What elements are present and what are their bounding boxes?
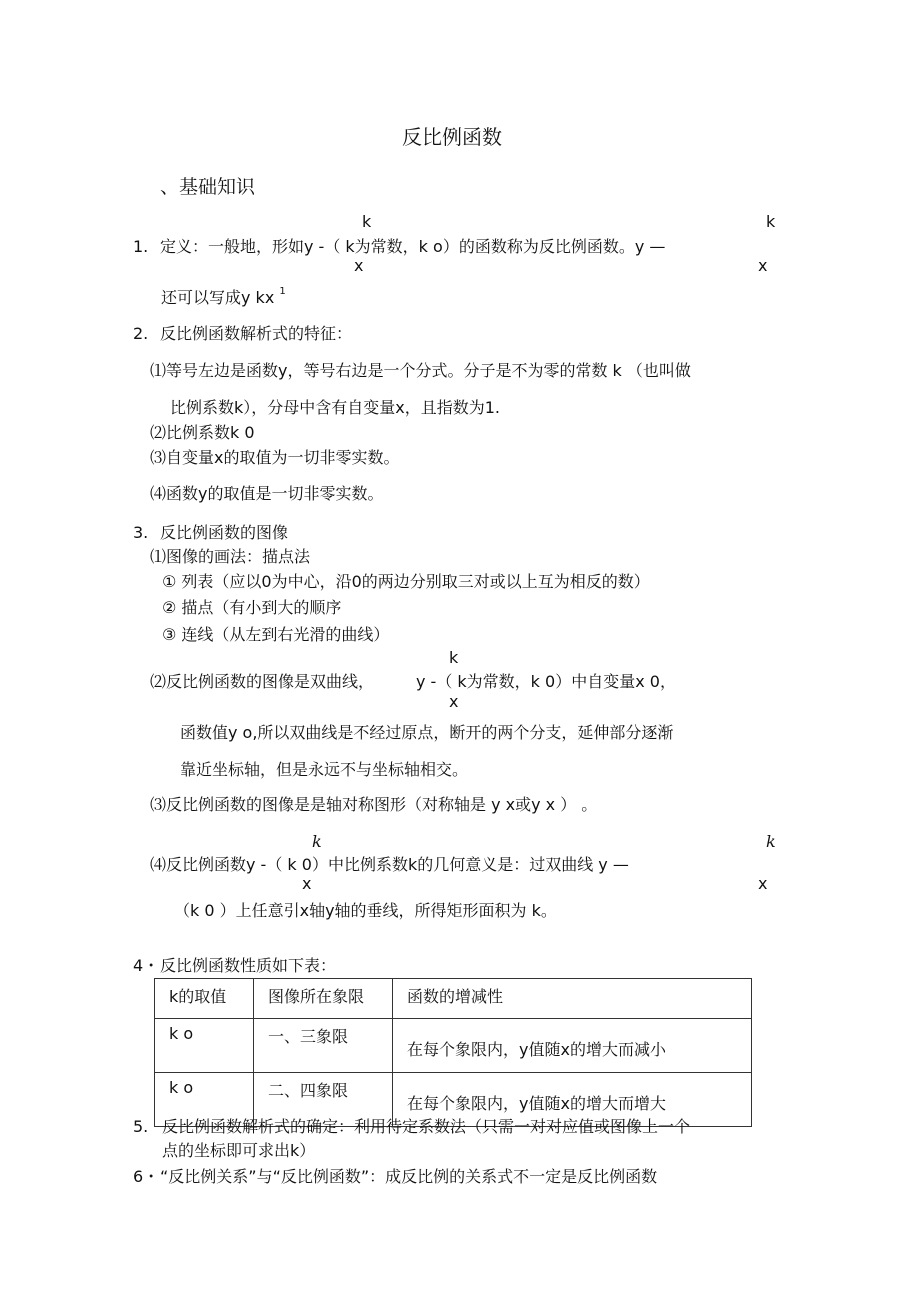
feature-1-line-2: 比例系数k），分母中含有自变量x，且指数为1. bbox=[170, 398, 501, 417]
item-number: 4・ bbox=[133, 956, 160, 975]
hyperbola-formula: y -（ k为常数，k 0）中自变量x 0， bbox=[416, 672, 676, 691]
exponent: 1 bbox=[279, 286, 286, 297]
hyperbola-line-3: 靠近坐标轴，但是永远不与坐标轴相交。 bbox=[180, 760, 469, 779]
table-cell: k o bbox=[155, 1019, 254, 1073]
properties-table bbox=[154, 978, 752, 1127]
item-heading: 反比例函数的图像 bbox=[160, 523, 289, 542]
definition-alt-form: 还可以写成y kx $^1$ bbox=[161, 286, 286, 307]
item-number: 3. bbox=[133, 523, 149, 542]
feature-3: ⑶自变量x的取值为一切非零实数。 bbox=[150, 448, 400, 467]
table-header-cell: 图像所在象限 bbox=[254, 979, 393, 1019]
relation-vs-function: “反比例关系”与“反比例函数”：成反比例的关系式不一定是反比例函数 bbox=[160, 1167, 658, 1186]
fraction-denominator: x bbox=[758, 256, 768, 275]
table-cell: 在每个象限内，y值随x的增大而减小 bbox=[393, 1019, 752, 1073]
fraction-denominator: x bbox=[449, 692, 459, 711]
item-heading: 反比例函数性质如下表： bbox=[160, 956, 337, 975]
table-cell: 在每个象限内，y值随x的增大而增大 bbox=[393, 1073, 752, 1127]
table-header-row bbox=[155, 979, 752, 1019]
fraction-denominator: x bbox=[354, 256, 364, 275]
fraction-denominator: x bbox=[302, 874, 312, 893]
page-title: 反比例函数 bbox=[402, 125, 502, 149]
fraction-numerator: k bbox=[362, 212, 372, 231]
fraction-numerator: k bbox=[766, 832, 776, 851]
table-cell: 二、四象限 bbox=[254, 1073, 393, 1127]
item-number: 2. bbox=[133, 324, 149, 343]
table-cell: k o bbox=[155, 1073, 254, 1127]
method-step-2: ② 描点（有小到大的顺序 bbox=[162, 598, 342, 617]
fraction-numerator: k bbox=[766, 212, 776, 231]
determination-line-2: 点的坐标即可求出k） bbox=[162, 1141, 316, 1160]
geometric-meaning: ⑷反比例函数y -（ k 0）中比例系数k的几何意义是：过双曲线 y — bbox=[150, 855, 629, 874]
definition-text: 定义：一般地，形如y -（ k为常数，k o）的函数称为反比例函数。y — bbox=[160, 237, 666, 256]
hyperbola-statement: ⑵反比例函数的图像是双曲线， bbox=[150, 672, 375, 691]
item-number: 6・ bbox=[133, 1167, 160, 1186]
fraction-denominator: x bbox=[758, 874, 768, 893]
table-header-cell: 函数的增减性 bbox=[393, 979, 752, 1019]
feature-1-line-1: ⑴等号左边是函数y，等号右边是一个分式。分子是不为零的常数 k （也叫做 bbox=[150, 361, 691, 380]
determination-line-1: 反比例函数解析式的确定：利用待定系数法（只需一对对应值或图像上一个 bbox=[162, 1117, 691, 1136]
table-row bbox=[155, 1019, 752, 1073]
fraction-numerator: k bbox=[312, 832, 322, 851]
table-cell: 一、三象限 bbox=[254, 1019, 393, 1073]
hyperbola-line-2: 函数值y o,所以双曲线是不经过原点，断开的两个分支，延伸部分逐渐 bbox=[180, 723, 674, 742]
item-number: 5. bbox=[133, 1117, 149, 1136]
section-heading-basics: 、基础知识 bbox=[160, 176, 256, 198]
item-heading: 反比例函数解析式的特征： bbox=[160, 324, 353, 343]
method-step-1: ① 列表（应以0为中心，沿0的两边分别取三对或以上互为相反的数） bbox=[162, 572, 650, 591]
feature-2: ⑵比例系数k 0 bbox=[150, 423, 255, 442]
feature-4: ⑷函数y的取值是一切非零实数。 bbox=[150, 484, 384, 503]
method-step-3: ③ 连线（从左到右光滑的曲线） bbox=[162, 625, 390, 644]
symmetry-statement: ⑶反比例函数的图像是是轴对称图形（对称轴是 y x或y x ） 。 bbox=[150, 795, 598, 814]
fraction-numerator: k bbox=[449, 648, 459, 667]
item-number: 1. bbox=[133, 237, 149, 256]
table-header-cell: k的取值 bbox=[155, 979, 254, 1019]
graph-method: ⑴图像的画法：描点法 bbox=[150, 547, 311, 566]
geometric-meaning-line-2: （k 0 ）上任意引x轴y轴的垂线，所得矩形面积为 k。 bbox=[174, 901, 557, 920]
